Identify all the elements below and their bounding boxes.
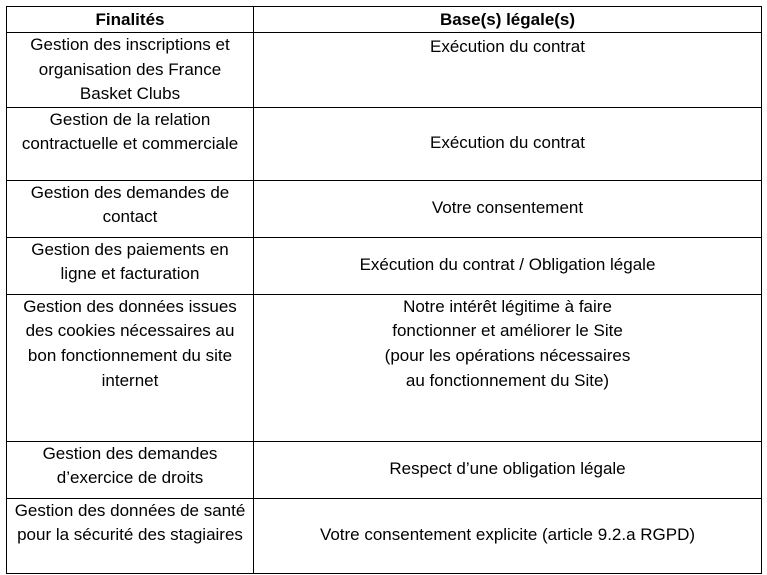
purpose-cell: Gestion des données de santé pour la sécurité des stagiaires	[7, 498, 254, 573]
table-row	[7, 180, 762, 237]
purpose-cell: Gestion des demandes d’exercice de droits	[7, 441, 254, 498]
legal-basis-cell: Exécution du contrat	[254, 33, 762, 108]
purposes-legal-basis-table	[6, 6, 762, 574]
legal-basis-cell: Notre intérêt légitime à faire fonctionner et améliorer le Site (pour les opérations nécessaires au fonctionnement du Site)	[384, 296, 631, 390]
purpose-cell: Gestion des demandes de contact	[7, 180, 254, 237]
legal-basis-cell: Exécution du contrat / Obligation légale	[254, 237, 762, 294]
table-row	[7, 441, 762, 498]
header-purpose: Finalités	[7, 7, 254, 33]
purpose-cell: Gestion de la relation contractuelle et commerciale	[7, 107, 254, 180]
legal-basis-cell: Respect d’une obligation légale	[254, 441, 762, 498]
header-legal-basis: Base(s) légale(s)	[254, 7, 762, 33]
table-row	[7, 294, 762, 441]
purpose-cell: Gestion des inscriptions et organisation des France Basket Clubs	[7, 33, 254, 108]
table-header-row	[7, 7, 762, 33]
purpose-cell: Gestion des données issues des cookies nécessaires au bon fonctionnement du site internet	[7, 294, 254, 441]
legal-basis-cell: Exécution du contrat	[254, 107, 762, 180]
table-row	[7, 107, 762, 180]
table-row	[7, 237, 762, 294]
table-row	[7, 33, 762, 108]
table-row	[7, 498, 762, 573]
legal-basis-cell: Votre consentement explicite (article 9.2.a RGPD)	[254, 498, 762, 573]
legal-basis-cell: Votre consentement	[254, 180, 762, 237]
legal-basis-cell-wrapper	[254, 294, 762, 441]
purpose-cell: Gestion des paiements en ligne et facturation	[7, 237, 254, 294]
